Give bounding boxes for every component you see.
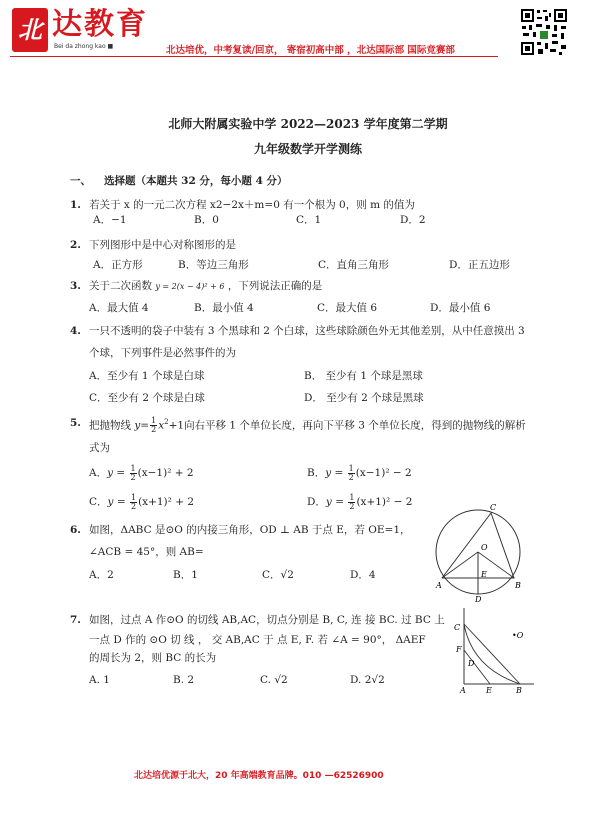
q4-number: 4.: [70, 325, 81, 337]
q7-stem-line2: 一点 D 作的 ⊙O 切 线 ， 交 AB,AC 于 点 E, F. 若 ∠A = 90°， ΔAEF: [89, 634, 426, 646]
q7-stem-line3: 的周长为 2，则 BC 的长为: [89, 652, 217, 664]
q1-option-a: A．−1: [93, 214, 127, 226]
q5-number: 5.: [70, 417, 81, 429]
q5-fraction: $\frac{1}{2}$: [151, 416, 157, 434]
q6-label-b: B: [515, 581, 521, 590]
q6-stem-line2: ∠ACB = 45°，则 AB=: [89, 546, 204, 558]
footer-contact: 北达培优源于北大，20 年高端教育品牌。010 —62526900: [134, 771, 384, 781]
q3-stem: [89, 279, 322, 294]
q7-label-f: F: [456, 645, 462, 654]
q7-label-e: E: [486, 686, 492, 695]
q7-option-c: C. √2: [260, 674, 288, 686]
q4-stem-line1: 一只不透明的袋子中装有 3 个黑球和 2 个白球，这些球除颜色外无其他差别，从中任意摸出 3: [89, 325, 525, 337]
q7-label-d: D: [468, 659, 475, 668]
q7-label-b: B: [516, 686, 522, 695]
q6-option-d: D．4: [350, 569, 376, 581]
q1-number: 1.: [70, 199, 81, 211]
q4-option-c: C．至少有 2 个球是白球: [89, 392, 205, 404]
q2-number: 2.: [70, 239, 81, 251]
q7-option-a: A. 1: [89, 674, 110, 686]
exam-title: 北师大附属实验中学 2022—2023 学年度第二学期: [168, 117, 448, 131]
q6-option-a: A．2: [89, 569, 114, 581]
q6-label-e: E: [481, 570, 487, 579]
q2-option-c: C．直角三角形: [318, 259, 390, 271]
q2-stem: 下列图形中是中心对称图形的是: [89, 239, 236, 251]
q4-option-a: A．至少有 1 个球是白球: [89, 370, 205, 382]
q6-label-c: C: [490, 503, 497, 512]
q7-option-d: D. 2√2: [350, 674, 385, 686]
q2-option-a: A．正方形: [93, 259, 143, 271]
q3-option-c: C．最大值 6: [317, 302, 378, 314]
section-number: 一、: [70, 175, 91, 187]
q5-stem-line1: 把抛物线 y= $\frac{1}{2}$ $x^2+1$向右平移 1 个单位长度，再向下平移 3 个单位长度，得到的抛物线的解析: [89, 416, 526, 434]
q4-stem-line2: 个球，下列事件是必然事件的为: [89, 347, 236, 359]
q3-stem-pre: 关于二次函数: [89, 280, 152, 292]
q3-stem-post: ，下列说法正确的是: [227, 280, 323, 292]
q7-number: 7.: [70, 614, 81, 626]
q1-option-b: B．0: [194, 214, 219, 226]
q3-option-d: D．最小值 6: [430, 302, 491, 314]
q3-formula: y = 2(x − 4)² + 6: [155, 282, 225, 291]
q5-stem-post: 向右平移 1 个单位长度，再向下平移 3 个单位长度，得到的抛物线的解析: [184, 419, 526, 432]
q6-option-b: B．1: [173, 569, 198, 581]
q1-option-d: D．2: [400, 214, 426, 226]
section-heading: 选择题（本题共 32 分，每小题 4 分）: [104, 175, 288, 187]
q4-option-d: D． 至少有 2 个球是黑球: [304, 392, 424, 404]
q5-option-a: A．y = $\frac{1}{2}$ (x−1)² + 2: [89, 463, 194, 482]
q6-stem-line1: 如图，ΔABC 是⊙O 的内接三角形，OD ⊥ AB 于点 E，若 OE=1，: [89, 524, 411, 536]
q6-circle-figure: [428, 498, 528, 606]
q5-stem-pre: 把抛物线: [89, 419, 131, 432]
q3-number: 3.: [70, 280, 81, 292]
q5-option-b: B．y = $\frac{1}{2}$ (x−1)² − 2: [307, 463, 412, 482]
header-divider: [10, 56, 498, 57]
q6-option-c: C．√2: [262, 569, 294, 581]
q6-label-d: D: [475, 595, 482, 604]
brand-subtitle: Bei da zhong kao ■: [54, 43, 114, 50]
q5-option-d: D．y = $\frac{1}{2}$ (x+1)² − 2: [307, 492, 413, 511]
q7-label-o: •O: [512, 631, 524, 640]
q7-label-c: C: [454, 623, 461, 632]
q2-option-b: B．等边三角形: [178, 259, 249, 271]
exam-subtitle: 九年级数学开学测练: [253, 142, 362, 156]
q7-label-a: A: [460, 686, 466, 695]
q1-option-c: C．1: [296, 214, 322, 226]
q7-tangent-figure: [448, 604, 538, 696]
q4-option-b: B． 至少有 1 个球是黑球: [304, 370, 423, 382]
q1-stem: 若关于 x 的一元二次方程 x2−2x＋m=0 有一个根为 0，则 m 的值为: [89, 199, 415, 211]
q5-option-c: C．y = $\frac{1}{2}$ (x+1)² + 2: [89, 492, 195, 511]
q3-option-b: B．最小值 4: [194, 302, 254, 314]
q5-stem-line2: 式为: [89, 442, 110, 454]
qr-code-icon: [519, 7, 569, 57]
logo-char: 北: [18, 16, 42, 44]
q6-label-o: O: [481, 543, 488, 552]
brand-name: 达教育: [52, 7, 148, 42]
q6-label-a: A: [436, 581, 442, 590]
q7-option-b: B. 2: [173, 674, 195, 686]
header-slogan: 北达培优，中考复读/回京， 寄宿初高中部 ，北达国际部 国际竞赛部: [166, 45, 455, 56]
q3-option-a: A．最大值 4: [89, 302, 149, 314]
q7-stem-line1: 如图，过点 A 作⊙O 的切线 AB,AC，切点分别是 B, C, 连 接 BC. 过 BC 上: [89, 614, 445, 626]
q6-number: 6.: [70, 524, 81, 536]
brand-logo: [12, 8, 48, 52]
q2-option-d: D．正五边形: [449, 259, 510, 271]
